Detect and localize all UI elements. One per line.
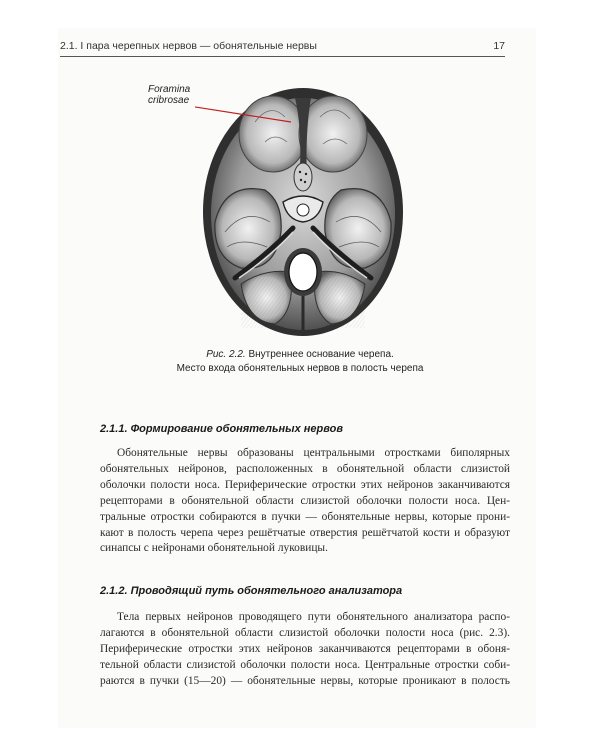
section-1-paragraph bbox=[100, 446, 510, 557]
figure-caption bbox=[120, 348, 480, 376]
text-line: Обонятельные нервы образованы центральными отростками биполярных bbox=[117, 447, 510, 459]
foramen-magnum bbox=[289, 253, 317, 291]
skull-base-illustration bbox=[195, 72, 415, 342]
foramina-label bbox=[148, 84, 190, 106]
text-line: тральные отростки собираются в пучки — обонятельные нервы, которые прони- bbox=[100, 510, 510, 523]
page-number: 17 bbox=[493, 40, 505, 52]
text-line: обонятельных нейронов, расположенных в обонятельной области слизистой bbox=[100, 462, 510, 475]
text-line: лагаются в обонятельной области слизистой оболочки полости носа (рис. 2.3). bbox=[100, 626, 510, 639]
text-line: Периферические отростки этих нейронов заканчиваются рецепторами в обоня- bbox=[100, 642, 510, 655]
section-heading-2: 2.1.2. Проводящий путь обонятельного анализатора bbox=[100, 585, 403, 597]
section-2-paragraph bbox=[100, 610, 510, 690]
text-line: рецепторами в обонятельной области слизистой оболочки полости носа. Цен- bbox=[100, 494, 510, 507]
foramina-label-line2: cribrosae bbox=[148, 95, 190, 106]
skull-base-drawing bbox=[195, 72, 415, 342]
caption-line2: Место входа обонятельных нервов в полость черепа bbox=[176, 363, 424, 374]
text-line: синапсы с нейронами обонятельной луковицы. bbox=[100, 542, 328, 555]
section-heading-1: 2.1.1. Формирование обонятельных нервов bbox=[100, 423, 343, 435]
foramina-label-line1: Foramina bbox=[148, 84, 191, 95]
text-line: раются в пучки (15—20) — обонятельные нервы, которые проникают в полость bbox=[100, 674, 510, 687]
caption-title: Внутреннее основание черепа. bbox=[248, 349, 394, 360]
text-line: Тела первых нейронов проводящего пути обонятельного анализатора распо- bbox=[117, 611, 510, 623]
cribriform-plate bbox=[294, 163, 312, 191]
caption-number: Рис. 2.2. bbox=[206, 349, 246, 360]
text-line: оболочки полости носа. Периферические отростки этих нейронов заканчиваются bbox=[100, 478, 510, 491]
text-line: кают в полость черепа через решётчатые отверстия решётчатой кости и образуют bbox=[100, 526, 510, 539]
running-header bbox=[60, 40, 505, 57]
running-title: 2.1. I пара черепных нервов — обонятельные нервы bbox=[60, 40, 317, 52]
text-line: тельной области слизистой оболочки полости носа. Центральные отростки соби- bbox=[100, 658, 510, 671]
